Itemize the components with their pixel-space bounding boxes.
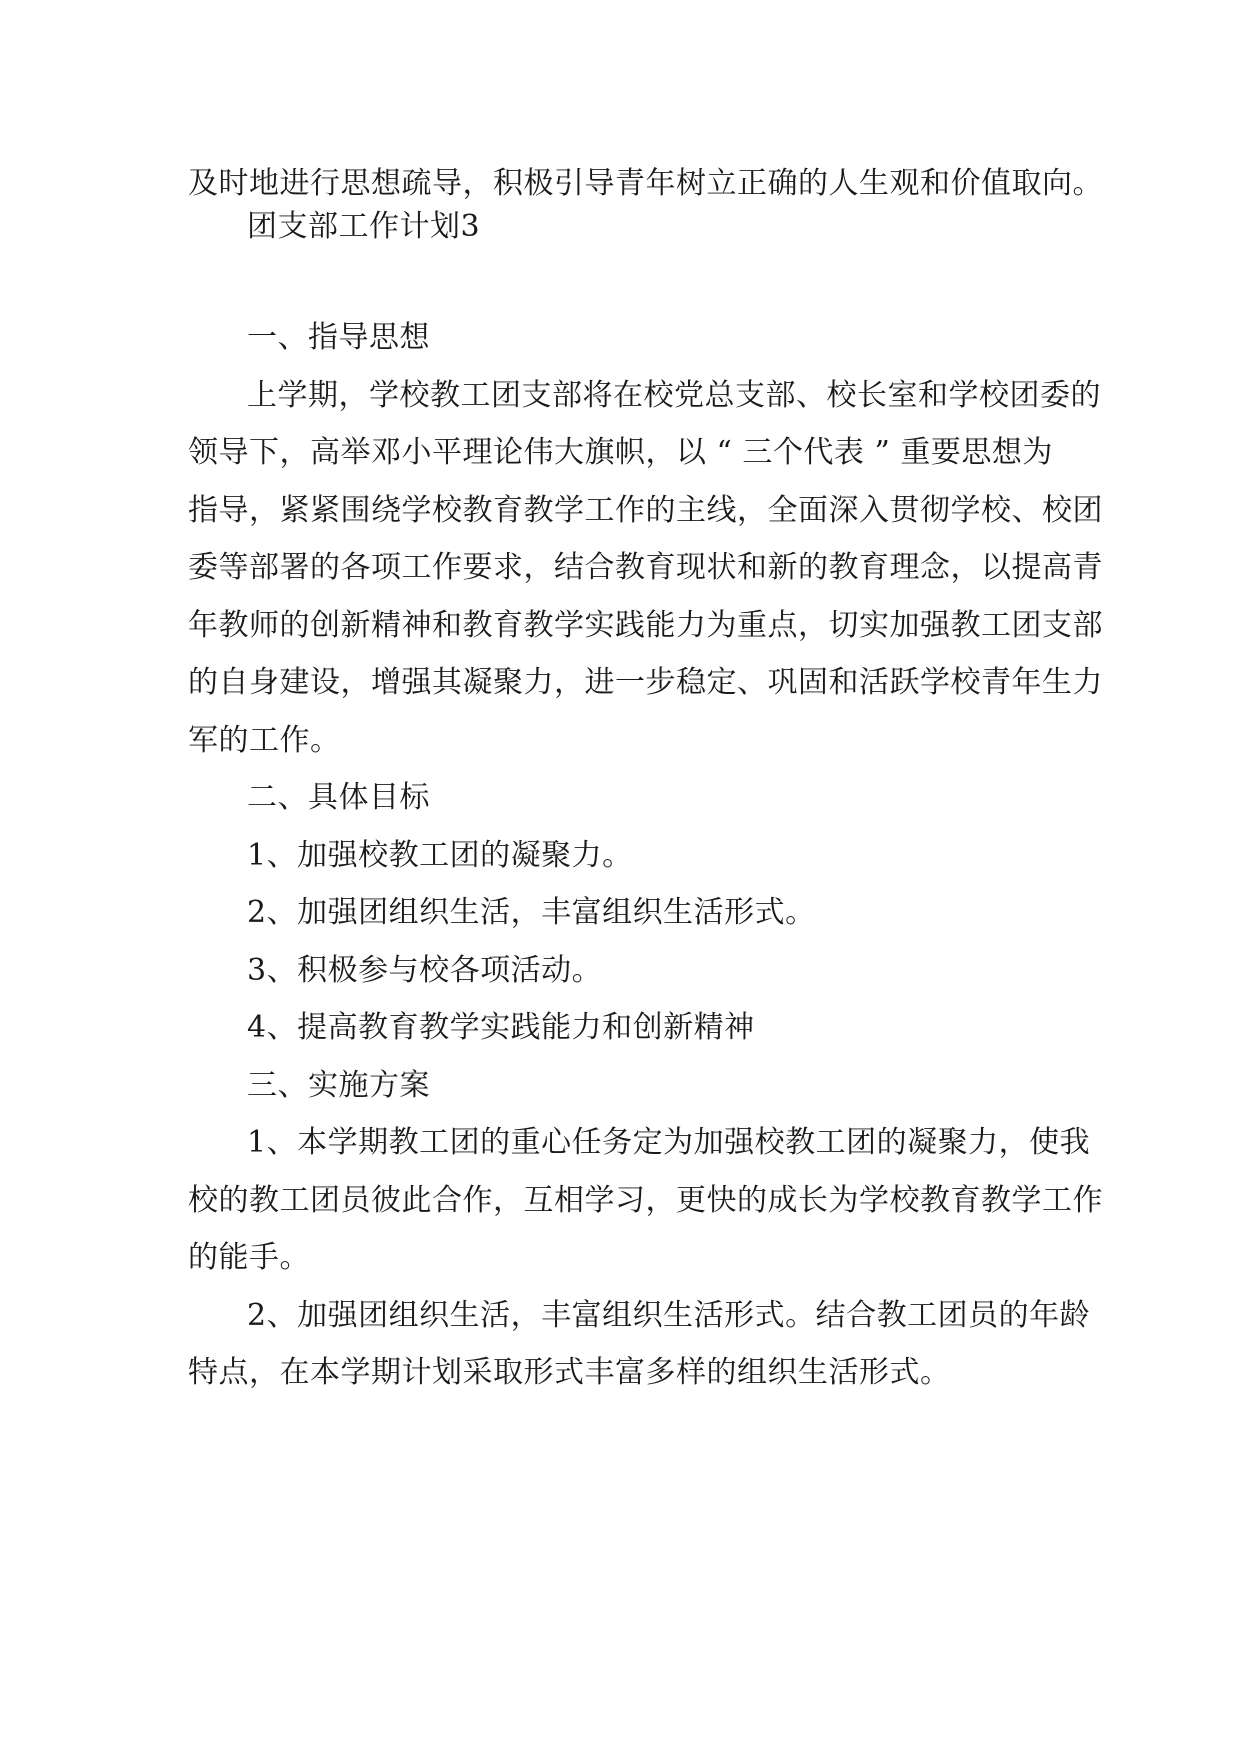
list-item: 4、提高教育教学实践能力和创新精神 — [247, 1010, 755, 1045]
heading-guiding-ideology: 一、指导思想 — [247, 320, 430, 355]
paragraph-line: 的自身建设，增强其凝聚力，进一步稳定、巩固和活跃学校青年生力 — [188, 665, 1103, 700]
paragraph-line: 1、本学期教工团的重心任务定为加强校教工团的凝聚力，使我 — [247, 1125, 1091, 1160]
list-item: 2、加强团组织生活，丰富组织生活形式。 — [247, 895, 816, 930]
paragraph-line: 校的教工团员彼此合作，互相学习，更快的成长为学校教育教学工作 — [188, 1183, 1103, 1218]
paragraph-line: 及时地进行思想疏导，积极引导青年树立正确的人生观和价值取向。 — [188, 166, 1103, 201]
paragraph-line: 的能手。 — [188, 1240, 310, 1275]
list-item: 1、加强校教工团的凝聚力。 — [247, 838, 633, 873]
paragraph-line: 委等部署的各项工作要求，结合教育现状和新的教育理念，以提高青 — [188, 550, 1103, 585]
paragraph-line: 领导下，高举邓小平理论伟大旗帜，以 “ 三个代表 ” 重要思想为 — [188, 435, 1053, 470]
paragraph-line: 上学期，学校教工团支部将在校党总支部、校长室和学校团委的 — [247, 378, 1101, 413]
paragraph-line: 年教师的创新精神和教育教学实践能力为重点，切实加强教工团支部 — [188, 608, 1103, 643]
paragraph-line: 指导，紧紧围绕学校教育教学工作的主线，全面深入贯彻学校、校团 — [188, 493, 1103, 528]
paragraph-line: 军的工作。 — [188, 723, 341, 758]
heading-implementation-plan: 三、实施方案 — [247, 1068, 430, 1103]
section-title: 团支部工作计划3 — [247, 209, 481, 244]
paragraph-line: 特点，在本学期计划采取形式丰富多样的组织生活形式。 — [188, 1355, 951, 1390]
list-item: 3、积极参与校各项活动。 — [247, 953, 603, 988]
paragraph-line: 2、加强团组织生活，丰富组织生活形式。结合教工团员的年龄 — [247, 1298, 1091, 1333]
heading-specific-goals: 二、具体目标 — [247, 780, 430, 815]
